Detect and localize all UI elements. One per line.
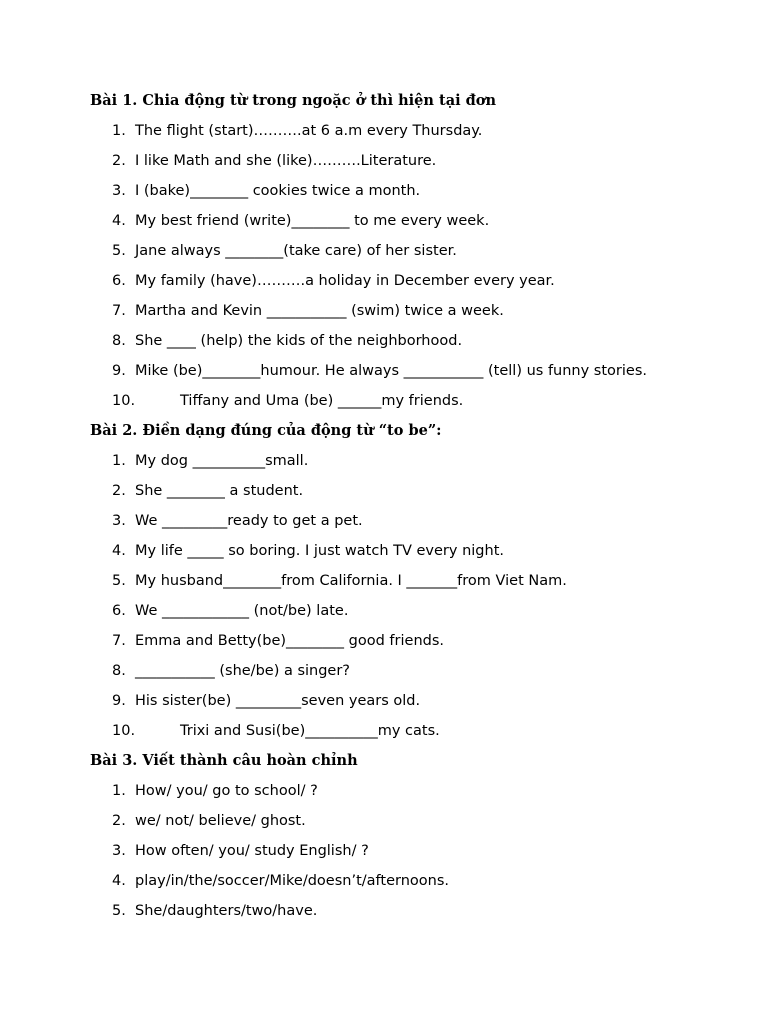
item-text: Emma and Betty(be)________ good friends.	[135, 633, 444, 649]
item-text: His sister(be) _________seven years old.	[135, 693, 421, 709]
item-text: My best friend (write)________ to me every week.	[135, 213, 490, 229]
item-number: 5.	[112, 573, 126, 589]
item-text: How/ you/ go to school/ ?	[135, 783, 318, 799]
exercise-item	[90, 239, 728, 263]
item-text: I (bake)________ cookies twice a month.	[135, 183, 421, 199]
item-text: My dog __________small.	[135, 453, 309, 469]
exercise-item	[90, 899, 728, 923]
section-heading: Bài 2. Điền dạng đúng của động từ “to be”:	[90, 422, 442, 439]
exercise-item	[90, 359, 728, 383]
exercise-item	[90, 539, 728, 563]
item-text: She/daughters/two/have.	[135, 903, 318, 919]
exercise-list	[90, 779, 728, 923]
item-text: My life _____ so boring. I just watch TV every night.	[135, 543, 504, 559]
item-text: Trixi and Susi(be)__________my cats.	[180, 723, 440, 739]
section-heading: Bài 1. Chia động từ trong ngoặc ở thì hiện tại đơn	[90, 92, 496, 109]
exercise-item	[90, 659, 728, 683]
exercise-item	[90, 329, 728, 353]
item-number: 3.	[112, 513, 126, 529]
item-number: 6.	[112, 273, 126, 289]
item-number: 7.	[112, 303, 126, 319]
exercise-list	[90, 449, 728, 743]
item-number: 6.	[112, 603, 126, 619]
item-number: 2.	[112, 483, 126, 499]
item-text: She ____ (help) the kids of the neighborhood.	[135, 333, 463, 349]
item-number: 7.	[112, 633, 126, 649]
exercise-item	[90, 839, 728, 863]
exercise-item	[90, 569, 728, 593]
exercise-item	[90, 809, 728, 833]
exercise-item	[90, 509, 728, 533]
exercise-item	[90, 269, 728, 293]
item-text: We ____________ (not/be) late.	[135, 603, 349, 619]
item-number: 5.	[112, 243, 126, 259]
item-number: 2.	[112, 813, 126, 829]
item-text: ___________ (she/be) a singer?	[135, 663, 351, 679]
item-number: 4.	[112, 873, 126, 889]
item-text: Tiffany and Uma (be) ______my friends.	[180, 393, 464, 409]
item-number: 3.	[112, 843, 126, 859]
item-number: 9.	[112, 693, 126, 709]
exercise-item	[90, 719, 728, 743]
exercise-item	[90, 209, 728, 233]
item-text: we/ not/ believe/ ghost.	[135, 813, 306, 829]
exercise-item	[90, 179, 728, 203]
exercise-item	[90, 449, 728, 473]
item-text: How often/ you/ study English/ ?	[135, 843, 369, 859]
exercise-item	[90, 479, 728, 503]
exercise-item	[90, 299, 728, 323]
item-number: 1.	[112, 123, 126, 139]
item-text: Jane always ________(take care) of her sister.	[135, 243, 457, 259]
item-number: 4.	[112, 213, 126, 229]
exercise-item	[90, 779, 728, 803]
exercise-item	[90, 599, 728, 623]
item-text: Mike (be)________humour. He always ___________ (tell) us funny stories.	[135, 363, 647, 379]
item-number: 10.	[112, 723, 136, 739]
item-text: My husband________from California. I _______from Viet Nam.	[135, 573, 567, 589]
item-text: She ________ a student.	[135, 483, 304, 499]
exercise-item	[90, 389, 728, 413]
item-text: Martha and Kevin ___________ (swim) twice a week.	[135, 303, 504, 319]
exercise-list	[90, 119, 728, 413]
item-number: 4.	[112, 543, 126, 559]
item-number: 9.	[112, 363, 126, 379]
exercise-item	[90, 869, 728, 893]
item-number: 8.	[112, 333, 126, 349]
item-number: 1.	[112, 453, 126, 469]
item-number: 5.	[112, 903, 126, 919]
item-number: 10.	[112, 393, 136, 409]
exercise-item	[90, 149, 728, 173]
item-text: My family (have)……….a holiday in December every year.	[135, 273, 555, 289]
item-text: We _________ready to get a pet.	[135, 513, 363, 529]
exercise-section-2	[90, 419, 728, 743]
exercise-item	[90, 629, 728, 653]
exercise-item	[90, 689, 728, 713]
item-number: 3.	[112, 183, 126, 199]
section-heading: Bài 3. Viết thành câu hoàn chỉnh	[90, 752, 358, 769]
item-text: play/in/the/soccer/Mike/doesn’t/afternoons.	[135, 873, 449, 889]
exercise-item	[90, 119, 728, 143]
item-text: I like Math and she (like)……….Literature.	[135, 153, 437, 169]
item-number: 8.	[112, 663, 126, 679]
item-number: 1.	[112, 783, 126, 799]
item-text: The flight (start)……….at 6 a.m every Thursday.	[135, 123, 483, 139]
item-number: 2.	[112, 153, 126, 169]
exercise-section-1	[90, 89, 728, 413]
exercise-section-3	[90, 749, 728, 923]
